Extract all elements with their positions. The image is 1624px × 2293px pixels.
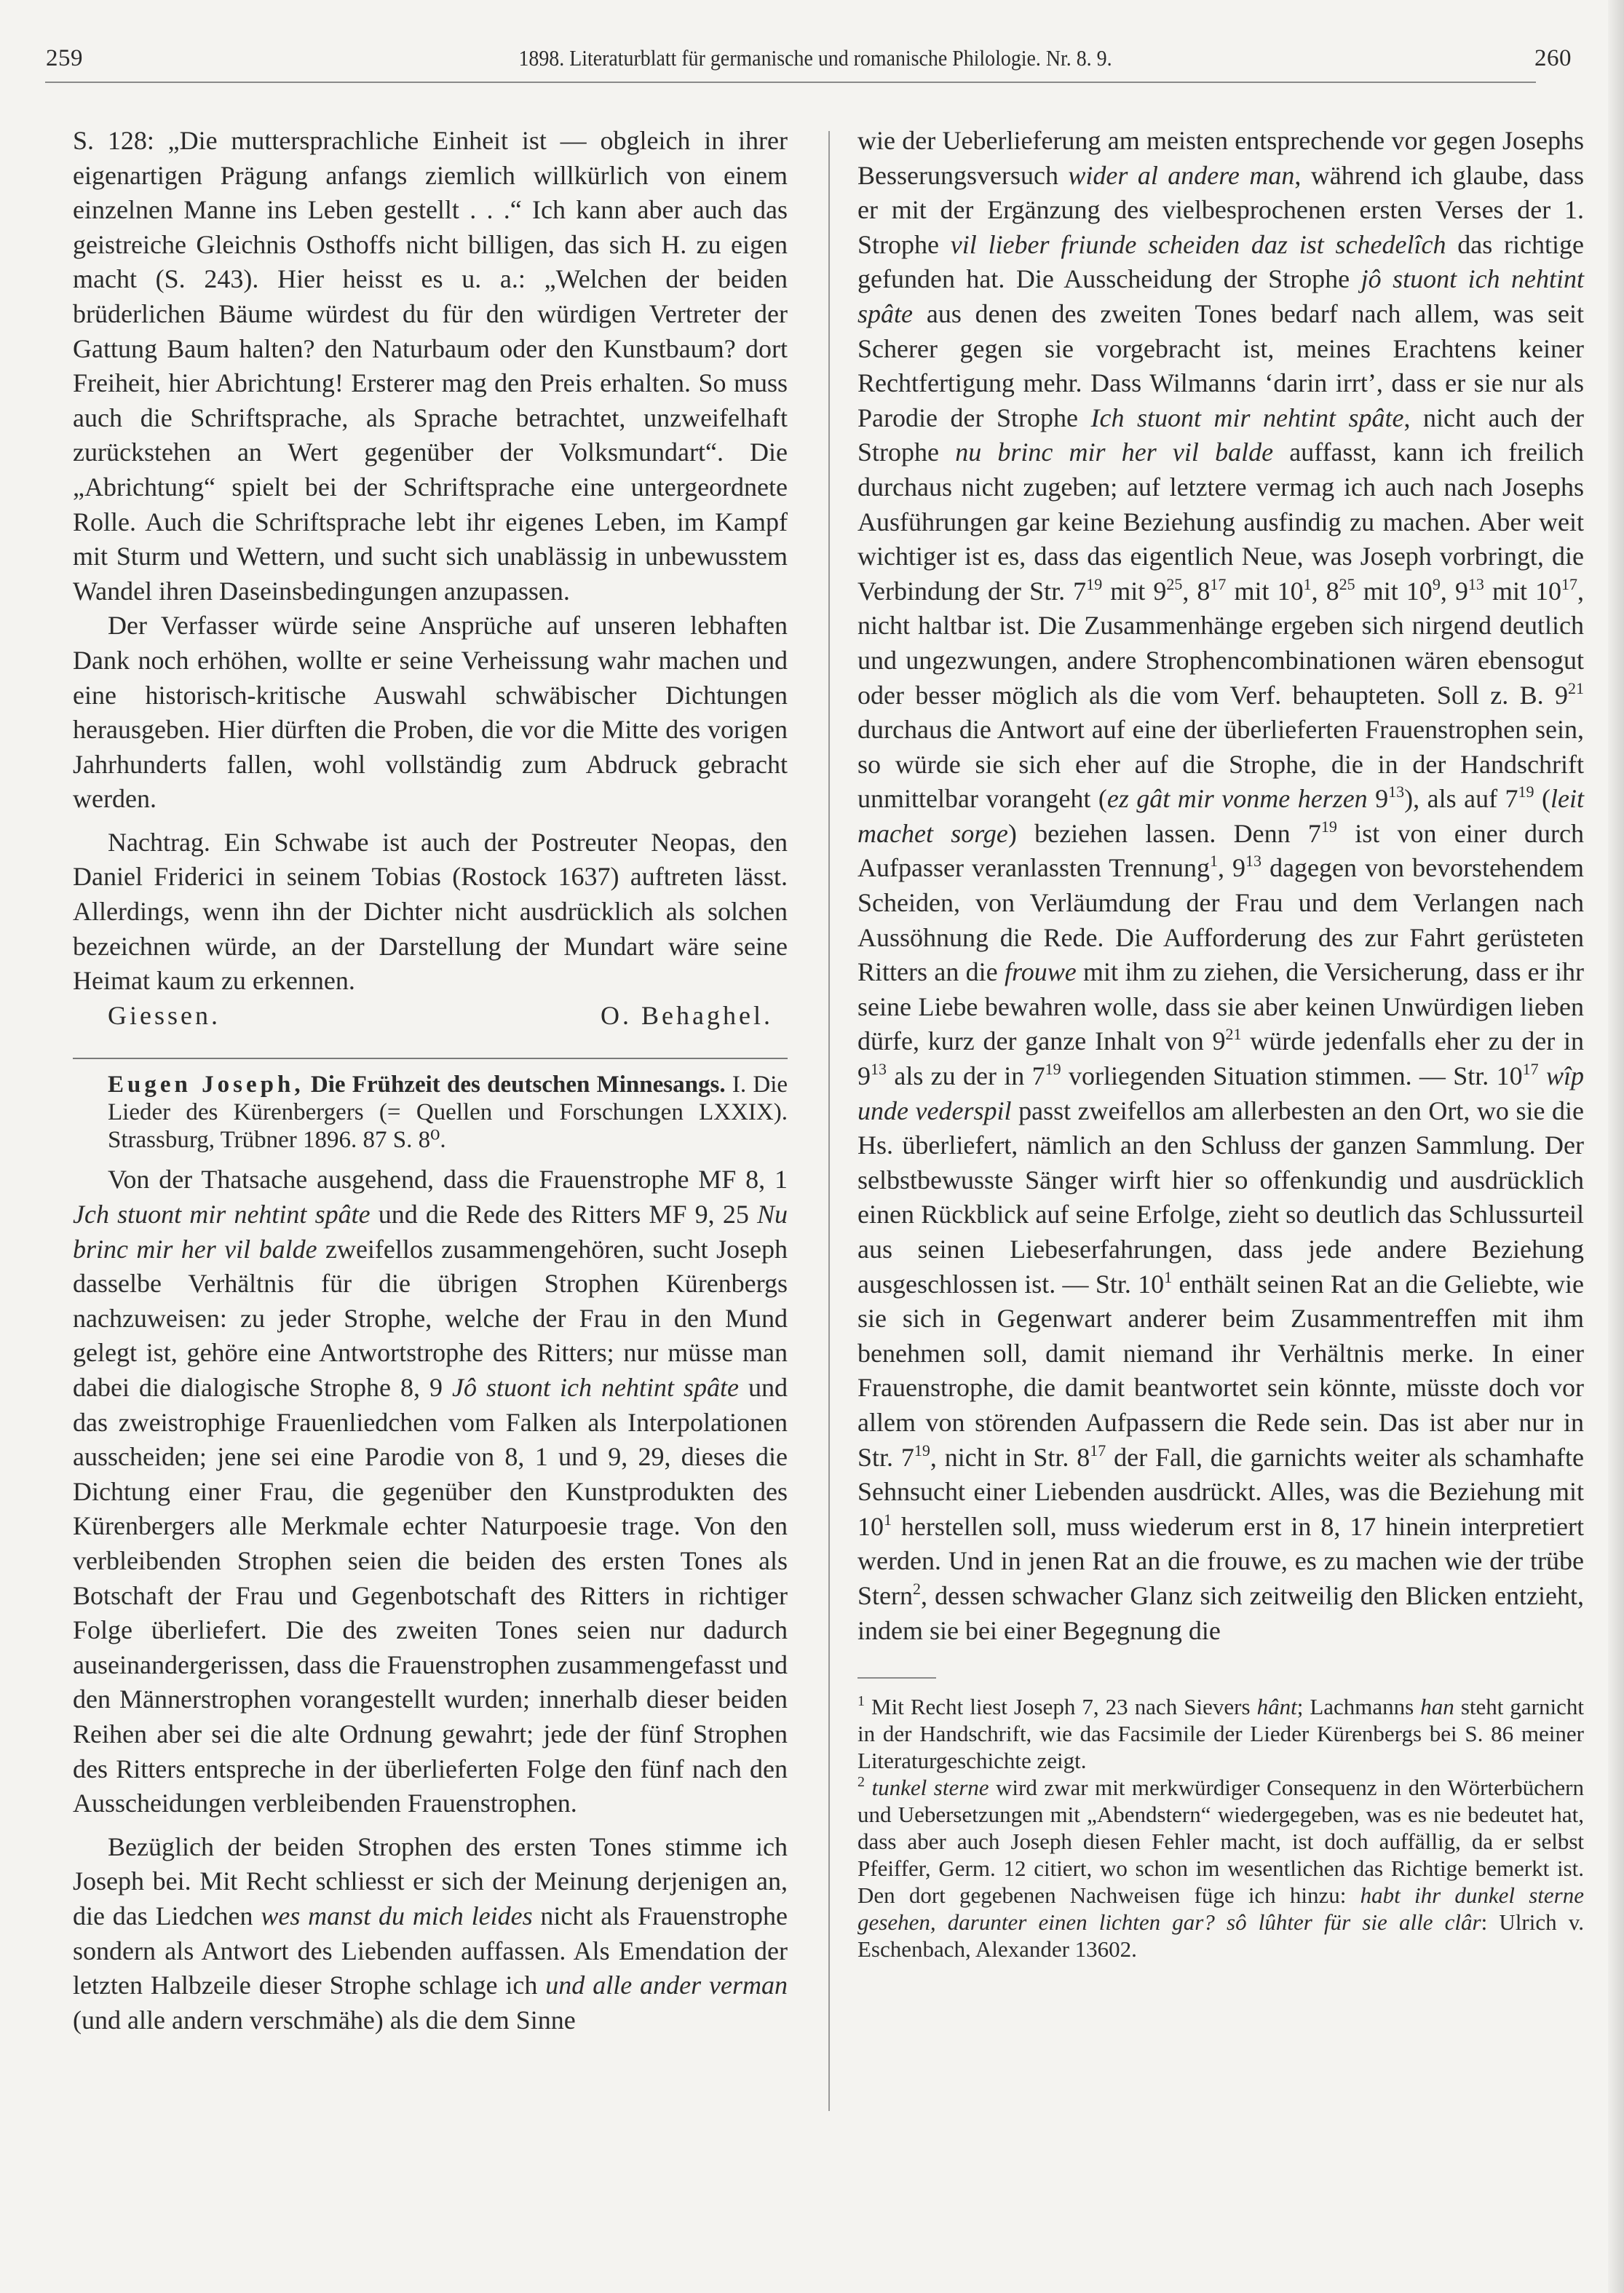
superscript: 1 — [1303, 574, 1312, 593]
text: , 8 — [1311, 576, 1339, 606]
review-heading — [73, 1071, 788, 1154]
right-column — [857, 124, 1584, 1963]
review-title: Die Frühzeit des deutschen Minnesangs. — [310, 1072, 726, 1098]
text: mit 10 — [1484, 576, 1562, 606]
text: und das zweistrophige Frauenliedchen vom Falken als Interpolationen ausscheiden; jene sei eine Parodie von 8, 1 und 9, 29, dieses die Dichtung einer Frau, die gegenüber den Kunstprodukten des Kürenbergers alle Merkmale echter Naturpoesie trage. Von den verbleibenden Strophen seien die beiden des ersten Tones als Botschaft der Frau und Gegenbotschaft des Ritters in richtiger Folge überliefert. Die des zweiten Tones seien nur dadurch auseinandergerissen, dass die Frauenstrophen zusammengefasst und den Männerstrophen vorangestellt wurden; innerhalb dieser beiden Reihen aber sei die alte Ordnung gewahrt; jede der fünf Strophen des Ritters entspreche in der überlieferten Folge den fünf nach den Ausscheidungen verbleibenden Frauenstrophen. — [73, 1373, 788, 1818]
footnote-rule — [857, 1677, 936, 1679]
superscript: 17 — [1090, 1441, 1106, 1460]
text: auffasst, kann ich freilich durchaus nicht zugeben; auf letztere vermag ich auch nach Josephs Ausführungen gar keine Beziehung ausfindig zu machen. Aber weit wichtiger ist es, dass das eigentlich Neue, was Joseph vorbringt, die Verbindung der Str. 7 — [857, 437, 1585, 606]
text: durchaus die Antwort auf eine der überlieferten Frauenstrophen sein, so würde sie sich eher auf die Strophe, die in der Handschrift unmittelbar vorangeht ( — [857, 715, 1584, 814]
quote: vil lieber friunde scheiden daz ist schedelîch — [950, 229, 1446, 259]
superscript: 19 — [1320, 817, 1337, 836]
signature-place: Giessen. — [108, 1000, 221, 1030]
text: der Fall, die garnichts weiter als schamhafte Sehnsucht einer Liebenden ausdrückt. Alles, was die Beziehung mit 10 — [857, 1442, 1584, 1541]
signature — [73, 999, 788, 1034]
running-header — [0, 0, 1624, 87]
quote: und alle ander verman — [545, 1971, 788, 2000]
text: passt zweifellos am allerbesten an den Ort, wo sie die Hs. überliefert, nämlich an den Schluss der ganzen Sammlung. Der selbstbewusste Sänger wirft hier so offenkundig und ausdrücklich einen Rückblick auf seine Erfolge, zieht so deutlich das Schlussurteil aus seinen Liebeserfahrungen, dass jede andere Beziehung ausgeschlossen ist. — Str. 10 — [857, 1096, 1585, 1299]
superscript: 13 — [871, 1060, 887, 1079]
text: , nicht haltbar ist. Die Zusammenhänge ergeben sich nirgend deutlich und ungezwungen, andere Strophencombinationen wären ebensogut oder besser möglich als die vom Verf. behaupteten. Soll z. B. 9 — [857, 576, 1585, 710]
paragraph — [73, 1163, 788, 1821]
quote: leit machet sorge — [857, 784, 1584, 848]
text: wird zwar mit merkwürdiger Consequenz in den Wörterbüchern und Uebersetzungen mit „Abendstern“ wiedergegeben, was es nie bedeutet hat, dass aber auch Joseph diesen Fehler macht, ist doch auffällig, da er selbst Pfeiffer, Germ. 12 citiert, wo schon im wesentlichen das Richtige bemerkt ist. Den dort gegebenen Nachweisen füge ich hinzu: — [857, 1775, 1584, 1909]
text: , nicht in Str. 8 — [930, 1442, 1090, 1472]
quote: frouwe — [1005, 957, 1077, 987]
superscript: 19 — [1518, 783, 1534, 801]
page-number-left: 259 — [46, 45, 83, 71]
text: , dessen schwacher Glanz sich zeitweilig den Blicken entzieht, indem sie bei einer Begegnung die — [857, 1580, 1584, 1645]
review-author: Eugen Joseph, — [108, 1072, 304, 1098]
review-details: I. Die Lieder des Kürenbergers (= Quellen und Forschungen LXXIX). Strassburg, Trübner 1896. 87 S. 8⁰. — [108, 1072, 788, 1154]
superscript: 13 — [1388, 783, 1405, 801]
text: Bezüglich der beiden Strophen des ersten Tones stimme ich Joseph bei. Mit Recht schliesst er sich der Meinung derjenigen an, die das Liedchen — [73, 1831, 788, 1930]
superscript: 17 — [1561, 574, 1578, 593]
paragraph: Nachtrag. Ein Schwabe ist auch der Postreuter Neopas, den Daniel Friderici in seinem Tobias (Rostock 1637) auftreten lässt. Allerdings, wenn ihn der Dichter nicht ausdrücklich als solchen bezeichnen würde, an der Darstellung der Mundart wäre seine Heimat kaum zu erkennen. — [73, 827, 788, 996]
paragraph: Der Verfasser würde seine Ansprüche auf unseren lebhaften Dank noch erhöhen, wollte er seine Verheissung wahr machen und eine historisch-kritische Auswahl schwäbischer Dichtungen herausgeben. Hier dürften die Proben, die vor die Mitte des vorigen Jahrhunderts fallen, wohl vollständig zum Abdruck gebracht werden. — [73, 611, 788, 814]
text: , 9 — [1218, 853, 1246, 883]
text: zweifellos zusammengehören, sucht Joseph dasselbe Verhältnis für die übrigen Strophen Kürenbergs nachzuweisen: zu jeder Strophe, welche der Frau in den Mund gelegt ist, gehöre eine Antwortstrophe des Ritters; nur müsse man dabei die dialogische Strophe 8, 9 — [73, 1234, 788, 1402]
section-rule — [73, 1058, 788, 1059]
text: aus denen des zweiten Tones bedarf nach allem, was seit Scherer gegen sie vorgebracht ist, meines Erachtens keiner Rechtfertigung mehr. Dass Wilmanns ‘darin irrt’, dass er sie nur als Parodie der Strophe — [857, 298, 1584, 432]
quote: ez gât mir vonme herzen — [1106, 784, 1368, 814]
superscript: 1 — [1164, 1267, 1173, 1286]
text: das richtige gefunden hat. Die Ausscheidung der Strophe — [857, 229, 1584, 294]
text — [1539, 1061, 1546, 1090]
quote: Jô stuont ich nehtint spâte — [451, 1373, 739, 1402]
text: , während ich glaube, dass er mit der Ergänzung des vielbesprochenen ersten Verses der 1. Strophe — [857, 160, 1584, 259]
text: würde jedenfalls eher zu der in 9 — [857, 1026, 1585, 1091]
signature-name: O. Behaghel. — [601, 1000, 773, 1030]
quote: Jch stuont mir nehtint spâte — [73, 1200, 371, 1229]
text: , nicht auch der Strophe — [857, 403, 1584, 467]
text: mit 10 — [1226, 576, 1304, 606]
text: nicht als Frauenstrophe sondern als Antwort des Liebenden auffassen. Als Emendation der letzten Halbzeile dieser Strophe schlage ich — [73, 1901, 788, 2000]
text: ) beziehen lassen. Denn 7 — [1007, 818, 1321, 848]
footnote-ref[interactable]: 1 — [1210, 852, 1218, 871]
footnote — [857, 1693, 1584, 1774]
text: ( — [1534, 784, 1551, 814]
superscript: 1 — [884, 1510, 892, 1529]
text: , 9 — [1440, 576, 1468, 606]
text: enthält seinen Rat an die Geliebte, wie sie sich in Gegenwart anderer beim Zusammentreffen mit ihm benehmen soll, damit niemand ihr Verhältnis merke. In einer Frauenstrophe, die damit beantwortet sein könnte, müsste doch vor allem von störenden Aufpassern die Rede sein. Das ist aber nur in Str. 7 — [857, 1269, 1584, 1472]
text: , 8 — [1182, 576, 1211, 606]
superscript: 17 — [1522, 1060, 1539, 1079]
superscript: 19 — [1086, 574, 1103, 593]
journal-title: 1898. Literaturblatt für germanische und romanische Philologie. Nr. 8. 9. — [518, 45, 1112, 71]
superscript: 13 — [1467, 574, 1484, 593]
text: steht garnicht in der Handschrift, wie das Facsimile der Lieder Kürenbergs bei S. 86 meiner Literaturgeschichte zeigt. — [857, 1694, 1584, 1774]
paragraph — [73, 1830, 788, 2038]
column-divider — [828, 131, 830, 2111]
left-column — [73, 124, 788, 2037]
header-rule — [45, 82, 1536, 83]
footnote-ref[interactable]: 2 — [913, 1579, 921, 1598]
text: Mit Recht liest Joseph 7, 23 nach Sievers — [865, 1694, 1257, 1720]
superscript: 21 — [1225, 1025, 1242, 1044]
text: als zu der in 7 — [887, 1061, 1045, 1091]
quote: wîp unde vederspil — [857, 1061, 1584, 1125]
quote: Nu brinc mir her vil balde — [73, 1200, 788, 1264]
quote: wider al andere man — [1068, 160, 1295, 190]
text: herstellen soll, muss wiederum erst in 8, 17 hinein interpretiert werden. Und in jenen Rat an die frouwe, es zu machen wie der trübe Stern — [857, 1511, 1584, 1610]
quote: wes manst du mich leides — [261, 1901, 533, 1930]
quote: hânt — [1256, 1694, 1297, 1720]
text: ; Lachmanns — [1296, 1694, 1421, 1720]
text: mit 10 — [1355, 576, 1433, 606]
text: ), als auf 7 — [1404, 784, 1518, 814]
superscript: 25 — [1339, 574, 1355, 593]
text: mit ihm zu ziehen, die Versicherung, dass er ihr seine Liebe bewahren wolle, dass sie aber keinen Unwürdigen lieben dürfe, kurz der ganze Inhalt von 9 — [857, 957, 1584, 1056]
quote: tunkel sterne — [871, 1775, 989, 1801]
superscript: 19 — [1045, 1060, 1061, 1079]
footnote-mark: 1 — [857, 1693, 865, 1710]
text: wie der Ueberlieferung am meisten entsprechende vor gegen Josephs Besserungsversuch — [857, 126, 1584, 190]
text: Von der Thatsache ausgehend, dass die Frauenstrophe MF 8, 1 — [108, 1165, 788, 1195]
page-number-right: 260 — [1534, 45, 1572, 71]
superscript: 19 — [914, 1441, 930, 1460]
superscript: 9 — [1432, 574, 1441, 593]
superscript: 17 — [1210, 574, 1227, 593]
paragraph: S. 128: „Die muttersprachliche Einheit ist — obgleich in ihrer eigenartigen Prägung anfangs ziemlich willkürlich von einem einzelnen Manne ins Leben gestellt . . .“ Ich kann aber auch das geistreiche Gleichnis Osthoffs nicht billigen, das sich H. zu eigen macht (S. 243). Hier heisst es u. a.: „Welchen der beiden brüderlichen Bäume würdest du für den würdigen Vertreter der Gattung Baum halten? den Naturbaum oder den Kunstbaum? dort Freiheit, hier Abrichtung! Ersterer mag den Preis erhalten. So muss auch die Schriftsprache, als Sprache betrachtet, unzweifelhaft zurückstehen an Wert gegenüber der Volksmundart“. Die „Abrichtung“ spielt bei der Schriftsprache eine untergeordnete Rolle. Auch die Schriftsprache lebt ihr eigenes Leben, im Kampf mit Sturm und Wettern, und sucht sich unablässig in unbewusstem Wandel ihren Daseinsbedingungen anzupassen. — [73, 126, 788, 606]
text: 9 — [1367, 784, 1389, 814]
text: vorliegenden Situation stimmen. — Str. 10 — [1061, 1061, 1523, 1091]
text: ist von einer durch Aufpasser veranlassten Trennung — [857, 818, 1584, 883]
quote: jô stuont ich nehtint spâte — [857, 264, 1584, 328]
superscript: 13 — [1245, 852, 1262, 871]
quote: habt ihr dunkel sterne gesehen, darunter einen lichten gar? sô lûhter für sie alle clâr — [857, 1882, 1584, 1936]
quote: Ich stuont mir nehtint spâte — [1090, 403, 1404, 432]
text: : Ulrich v. Eschenbach, Alexander 13602. — [857, 1909, 1584, 1963]
quote: nu brinc mir her vil balde — [955, 437, 1274, 467]
text: und die Rede des Ritters MF 9, 25 — [370, 1200, 757, 1229]
footnote — [857, 1774, 1584, 1963]
quote: han — [1420, 1694, 1454, 1720]
superscript: 21 — [1568, 678, 1584, 697]
text: dagegen von bevorstehendem Scheiden, von Verläumdung der Frau und dem Verlangen nach Aussöhnung die Rede. Die Aufforderung des zur Fahrt gerüsteten Ritters an die — [857, 853, 1585, 987]
footnote-mark: 2 — [857, 1774, 865, 1791]
text: (und alle andern verschmähe) als die dem Sinne — [73, 2005, 576, 2035]
paragraph — [857, 124, 1584, 1648]
text: mit 9 — [1102, 576, 1167, 606]
superscript: 25 — [1166, 574, 1183, 593]
page-edge-shadow — [1608, 0, 1624, 2293]
